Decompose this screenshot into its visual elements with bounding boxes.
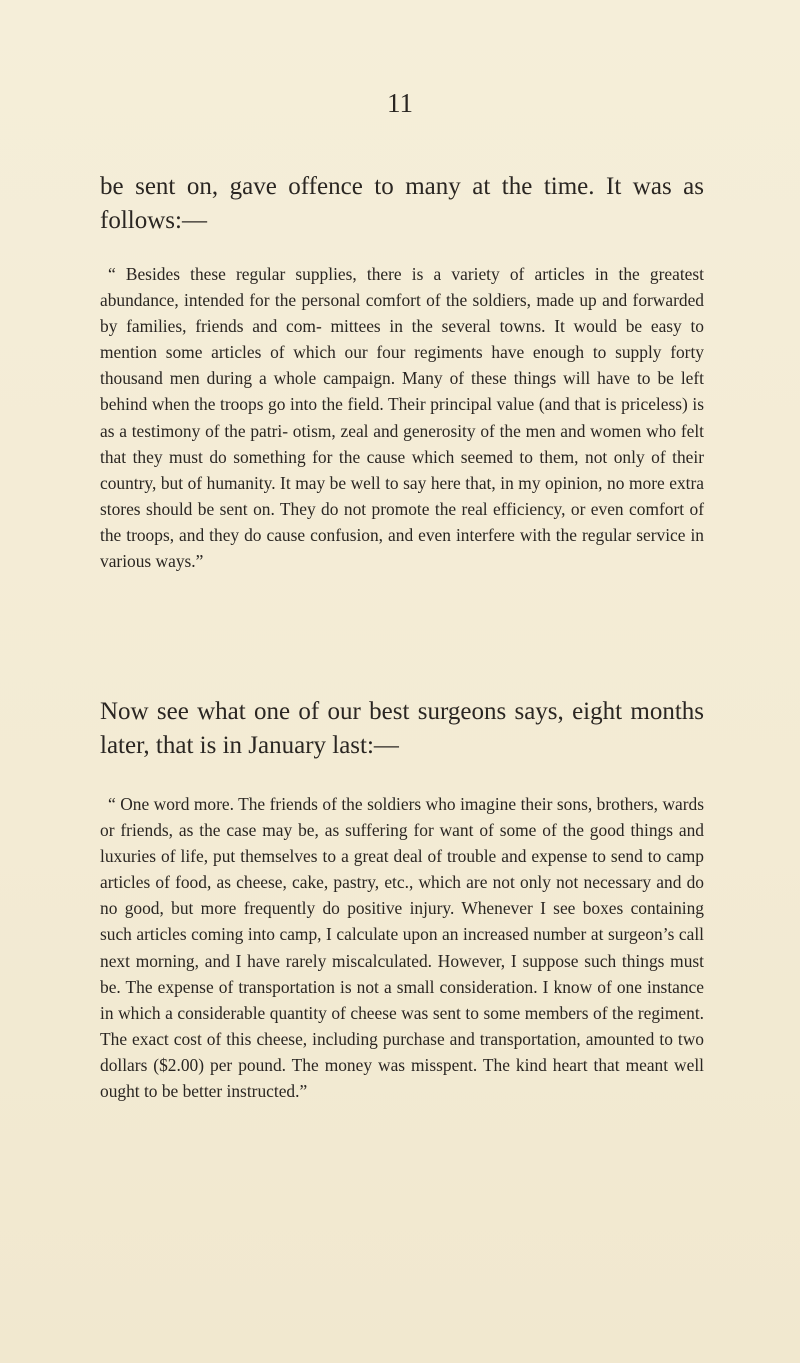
quotation-regular-supplies: “ Besides these regular supplies, there is a variety of articles in the greatest abundance, intended for the personal comfort of the soldiers, made up and forwarded by families, friends and com- mittees in the several towns. It would be easy to mention some articles of which our four regiments have enough to supply forty thousand men during a whole campaign. Many of these things will have to be left behind when the troops go into the field. Their principal value (and that is priceless) is as a testimony of the patri- otism, zeal and generosity of the men and women who felt that they must do something for the cause which seemed to them, not only of their country, but of humanity. It may be well to say here that, in my opinion, no more extra stores should be sent on. They do not promote the real efficiency, or even comfort of the troops, and they do cause confusion, and even interfere with the regular service in various ways.” bbox=[100, 264, 704, 572]
quotation-surgeon: “ One word more. The friends of the soldiers who imagine their sons, brothers, wards or friends, as the case may be, as suffering for want of some of the good things and luxuries of life, put themselves to a great deal of trouble and expense to send to camp articles of food, as cheese, cake, pastry, etc., which are not only not necessary and do no good, but more frequently do positive injury. Whenever I see boxes containing such articles coming into camp, I calculate upon an increased number at surgeon’s call next morning, and I have rarely miscalculated. However, I suppose such things must be. The expense of transportation is not a small consideration. I know of one instance in which a considerable quantity of cheese was sent to some members of the regiment. The exact cost of this cheese, including purchase and transportation, amounted to two dollars ($2.00) per pound. The money was misspent. The kind heart that meant well ought to be better instructed.” bbox=[100, 794, 704, 1102]
opening-paragraph: be sent on, gave offence to many at the time. It was as follows:— bbox=[100, 173, 704, 234]
page-number: 11 bbox=[387, 88, 413, 118]
surgeon-intro-paragraph: Now see what one of our best surgeons says, eight months later, that is in January last:— bbox=[100, 698, 704, 759]
